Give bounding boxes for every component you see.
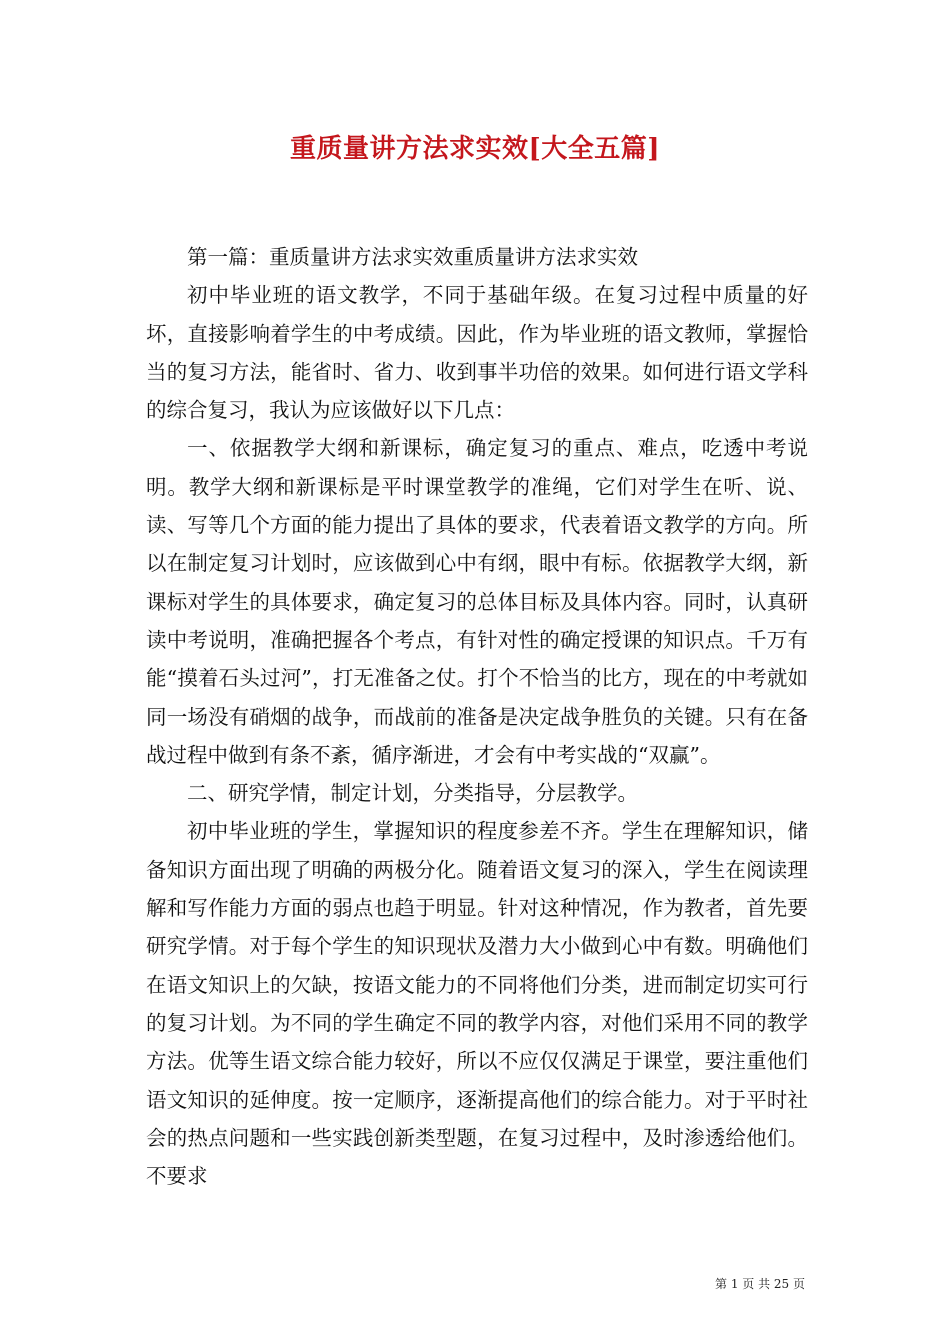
document-title: 重质量讲方法求实效[大全五篇] [289, 134, 661, 164]
body-paragraph: 一、依据教学大纲和新课标，确定复习的重点、难点，吃透中考说明。教学大纲和新课标是平时课堂教学的准绳，它们对学生在听、说、读、写等几个方面的能力提出了具体的要求，代表着语文教学的方向。所以在制定复习计划时，应该做到心中有纲，眼中有标。依据教学大纲，新课标对学生的具体要求，确定复习的总体目标及具体内容。同时，认真研读中考说明，准确把握各个考点，有针对性的确定授课的知识点。千万有能“摸着石头过河”，打无准备之仗。打个不恰当的比方，现在的中考就如同一场没有硝烟的战争，而战前的准备是决定战争胜负的关键。只有在备战过程中做到有条不紊，循序渐进，才会有中考实战的“双赢”。 [146, 436, 808, 767]
document-body [146, 238, 808, 1195]
body-paragraph: 二、研究学情，制定计划，分类指导，分层教学。 [187, 781, 638, 806]
page-number: 第 1 页 共 25 页 [715, 1277, 805, 1291]
body-paragraph: 初中毕业班的学生，掌握知识的程度参差不齐。学生在理解知识，储备知识方面出现了明确的两极分化。随着语文复习的深入，学生在阅读理解和写作能力方面的弱点也趋于明显。针对这种情况，作为教者，首先要研究学情。对于每个学生的知识现状及潜力大小做到心中有数。明确他们在语文知识上的欠缺，按语文能力的不同将他们分类，进而制定切实可行的复习计划。为不同的学生确定不同的教学内容，对他们采用不同的教学方法。优等生语文综合能力较好，所以不应仅仅满足于课堂，要注重他们语文知识的延伸度。按一定顺序，逐渐提高他们的综合能力。对于平时社会的热点问题和一些实践创新类型题，在复习过程中，及时渗透给他们。不要求 [146, 819, 808, 1189]
section-heading: 第一篇：重质量讲方法求实效重质量讲方法求实效 [187, 245, 638, 269]
body-paragraph: 初中毕业班的语文教学，不同于基础年级。在复习过程中质量的好坏，直接影响着学生的中考成绩。因此，作为毕业班的语文教师，掌握恰当的复习方法，能省时、省力、收到事半功倍的效果。如何进行语文学科的综合复习，我认为应该做好以下几点： [146, 283, 808, 423]
